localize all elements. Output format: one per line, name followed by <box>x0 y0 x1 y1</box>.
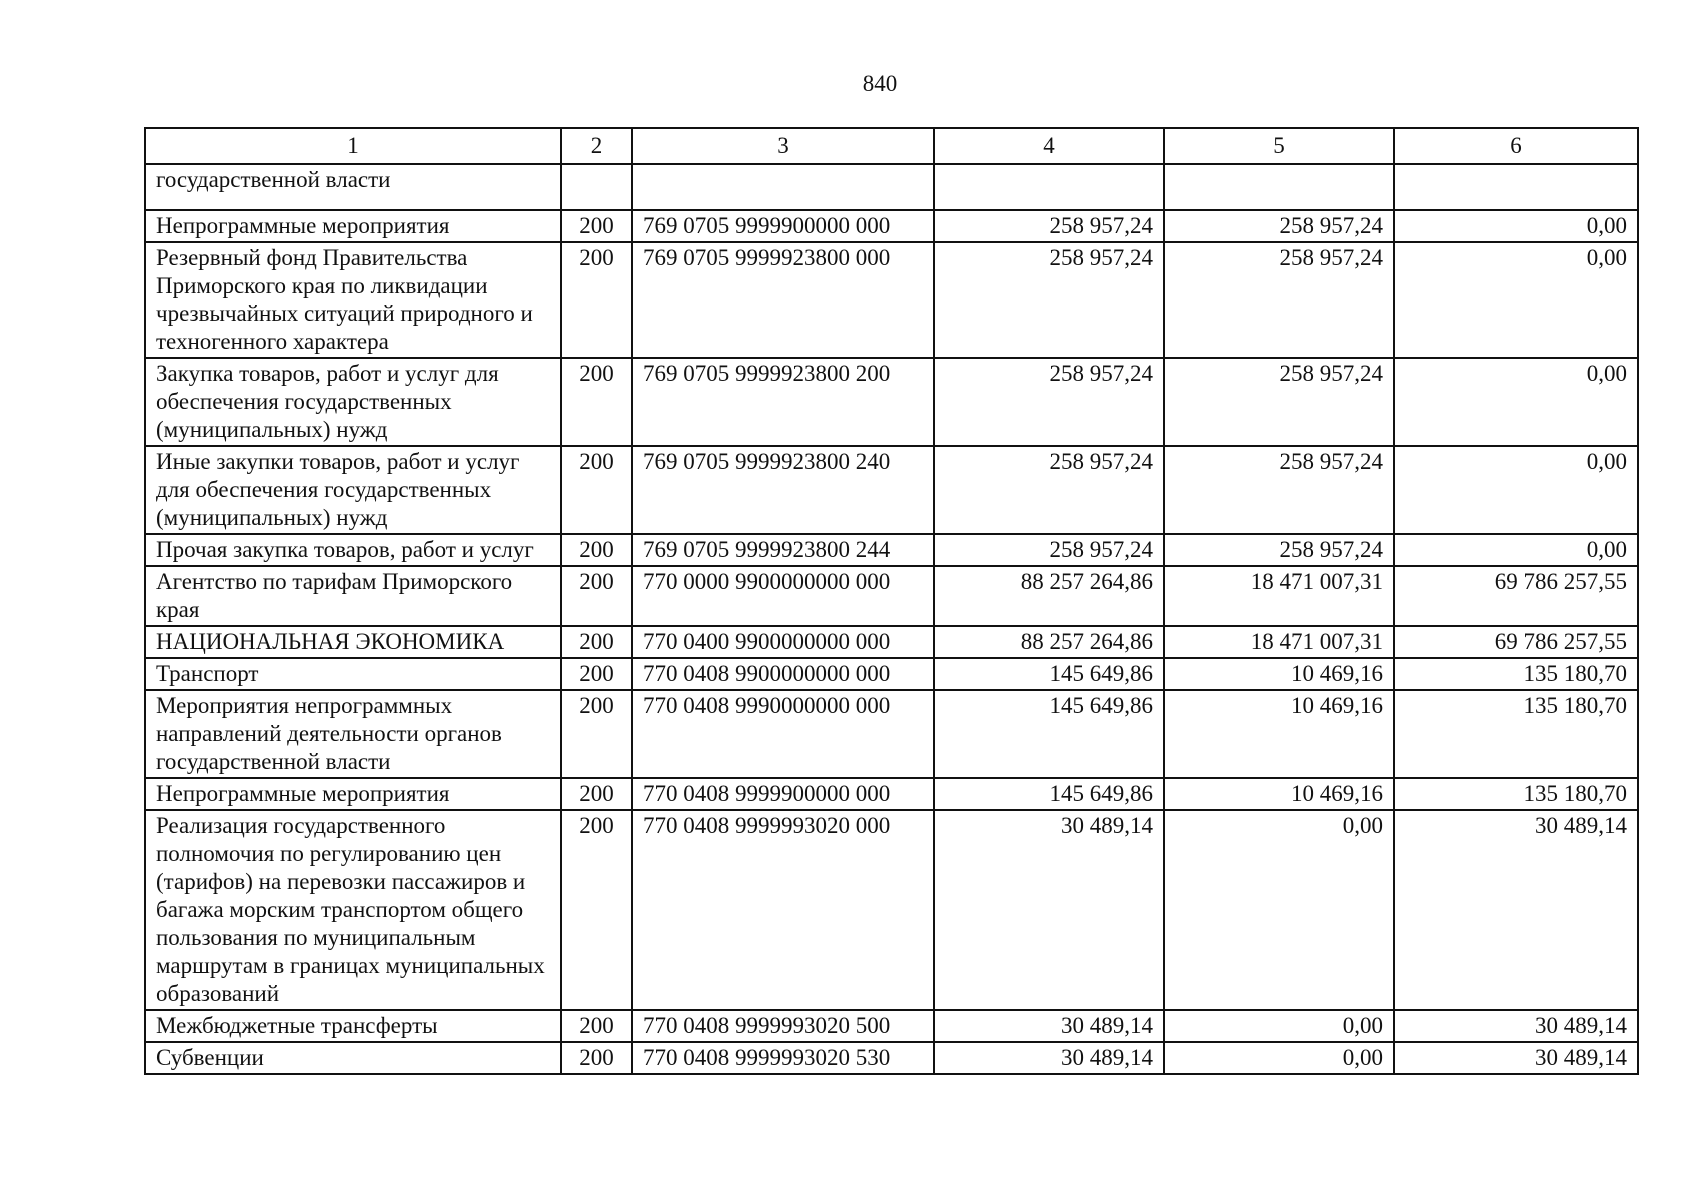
amount-col4-cell: 88 257 264,86 <box>934 626 1164 658</box>
column-header-4: 4 <box>934 128 1164 164</box>
code-cell: 200 <box>561 626 632 658</box>
classifier-code-cell: 770 0408 9999993020 530 <box>632 1042 934 1074</box>
classifier-code-cell: 770 0400 9900000000 000 <box>632 626 934 658</box>
amount-col4-cell: 30 489,14 <box>934 1042 1164 1074</box>
amount-col5-cell: 258 957,24 <box>1164 534 1394 566</box>
item-name-cell: Транспорт <box>145 658 561 690</box>
column-header-1: 1 <box>145 128 561 164</box>
item-name-cell: НАЦИОНАЛЬНАЯ ЭКОНОМИКА <box>145 626 561 658</box>
amount-col5-cell: 0,00 <box>1164 1010 1394 1042</box>
amount-col4-cell: 88 257 264,86 <box>934 566 1164 626</box>
code-cell: 200 <box>561 1010 632 1042</box>
item-name-cell: Прочая закупка товаров, работ и услуг <box>145 534 561 566</box>
code-cell: 200 <box>561 566 632 626</box>
item-name-cell: Закупка товаров, работ и услуг для обеспечения государственных (муниципальных) нужд <box>145 358 561 446</box>
amount-col5-cell: 0,00 <box>1164 810 1394 1010</box>
code-cell: 200 <box>561 242 632 358</box>
item-name-cell: Мероприятия непрограммных направлений деятельности органов государственной власти <box>145 690 561 778</box>
item-name-cell: Непрограммные мероприятия <box>145 210 561 242</box>
table-row <box>145 626 1638 658</box>
amount-col5-cell: 10 469,16 <box>1164 778 1394 810</box>
code-cell: 200 <box>561 1042 632 1074</box>
amount-col6-cell: 135 180,70 <box>1394 778 1638 810</box>
amount-col4-cell: 145 649,86 <box>934 690 1164 778</box>
amount-col4-cell: 258 957,24 <box>934 358 1164 446</box>
amount-col4-cell: 145 649,86 <box>934 778 1164 810</box>
amount-col5-cell: 258 957,24 <box>1164 210 1394 242</box>
code-cell: 200 <box>561 690 632 778</box>
amount-col4-cell: 258 957,24 <box>934 534 1164 566</box>
code-cell: 200 <box>561 358 632 446</box>
amount-col5-cell: 10 469,16 <box>1164 690 1394 778</box>
table-row <box>145 242 1638 358</box>
amount-col6-cell: 0,00 <box>1394 242 1638 358</box>
amount-col6-cell: 30 489,14 <box>1394 810 1638 1010</box>
amount-col5-cell: 258 957,24 <box>1164 358 1394 446</box>
item-name-cell: Агентство по тарифам Приморского края <box>145 566 561 626</box>
amount-col5-cell: 10 469,16 <box>1164 658 1394 690</box>
code-cell: 200 <box>561 534 632 566</box>
amount-col5-cell: 258 957,24 <box>1164 242 1394 358</box>
amount-col6-cell: 0,00 <box>1394 446 1638 534</box>
item-name-cell: Резервный фонд Правительства Приморского края по ликвидации чрезвычайных ситуаций природного и техногенного характера <box>145 242 561 358</box>
classifier-code-cell: 770 0408 9999993020 000 <box>632 810 934 1010</box>
amount-col5-cell: 18 471 007,31 <box>1164 566 1394 626</box>
classifier-code-cell: 769 0705 9999923800 200 <box>632 358 934 446</box>
code-cell: 200 <box>561 658 632 690</box>
table-row <box>145 534 1638 566</box>
amount-col5-cell: 0,00 <box>1164 1042 1394 1074</box>
amount-col6-cell <box>1394 164 1638 210</box>
table-row <box>145 164 1638 210</box>
amount-col6-cell: 69 786 257,55 <box>1394 566 1638 626</box>
column-header-3: 3 <box>632 128 934 164</box>
amount-col6-cell: 30 489,14 <box>1394 1010 1638 1042</box>
amount-col4-cell: 258 957,24 <box>934 210 1164 242</box>
amount-col5-cell <box>1164 164 1394 210</box>
amount-col6-cell: 0,00 <box>1394 534 1638 566</box>
item-name-cell: Межбюджетные трансферты <box>145 1010 561 1042</box>
amount-col4-cell: 30 489,14 <box>934 810 1164 1010</box>
amount-col4-cell <box>934 164 1164 210</box>
amount-col4-cell: 30 489,14 <box>934 1010 1164 1042</box>
table-row <box>145 810 1638 1010</box>
classifier-code-cell: 770 0408 9999900000 000 <box>632 778 934 810</box>
amount-col6-cell: 135 180,70 <box>1394 690 1638 778</box>
amount-col5-cell: 258 957,24 <box>1164 446 1394 534</box>
item-name-cell: Субвенции <box>145 1042 561 1074</box>
amount-col4-cell: 258 957,24 <box>934 446 1164 534</box>
table-row <box>145 778 1638 810</box>
budget-table <box>144 127 1639 1075</box>
table-row <box>145 690 1638 778</box>
amount-col6-cell: 69 786 257,55 <box>1394 626 1638 658</box>
amount-col6-cell: 30 489,14 <box>1394 1042 1638 1074</box>
amount-col4-cell: 258 957,24 <box>934 242 1164 358</box>
classifier-code-cell: 770 0408 9990000000 000 <box>632 690 934 778</box>
code-cell: 200 <box>561 778 632 810</box>
amount-col6-cell: 135 180,70 <box>1394 658 1638 690</box>
item-name-cell: Непрограммные мероприятия <box>145 778 561 810</box>
classifier-code-cell: 769 0705 9999900000 000 <box>632 210 934 242</box>
header-row <box>145 128 1638 164</box>
table-row <box>145 210 1638 242</box>
table-row <box>145 1042 1638 1074</box>
column-header-5: 5 <box>1164 128 1394 164</box>
amount-col4-cell: 145 649,86 <box>934 658 1164 690</box>
code-cell: 200 <box>561 810 632 1010</box>
item-name-cell: государственной власти <box>145 164 561 210</box>
classifier-code-cell: 770 0000 9900000000 000 <box>632 566 934 626</box>
amount-col6-cell: 0,00 <box>1394 210 1638 242</box>
amount-col5-cell: 18 471 007,31 <box>1164 626 1394 658</box>
code-cell: 200 <box>561 210 632 242</box>
amount-col6-cell: 0,00 <box>1394 358 1638 446</box>
classifier-code-cell: 770 0408 9900000000 000 <box>632 658 934 690</box>
table-row <box>145 446 1638 534</box>
table-row <box>145 358 1638 446</box>
column-header-2: 2 <box>561 128 632 164</box>
code-cell: 200 <box>561 446 632 534</box>
classifier-code-cell: 769 0705 9999923800 244 <box>632 534 934 566</box>
column-header-6: 6 <box>1394 128 1638 164</box>
table-row <box>145 1010 1638 1042</box>
classifier-code-cell: 770 0408 9999993020 500 <box>632 1010 934 1042</box>
classifier-code-cell <box>632 164 934 210</box>
code-cell <box>561 164 632 210</box>
item-name-cell: Реализация государственного полномочия по регулированию цен (тарифов) на перевозки пассажиров и багажа морским транспортом общего пользования по муниципальным маршрутам в границах муниципальных образований <box>145 810 561 1010</box>
classifier-code-cell: 769 0705 9999923800 000 <box>632 242 934 358</box>
item-name-cell: Иные закупки товаров, работ и услуг для обеспечения государственных (муниципальных) нужд <box>145 446 561 534</box>
table-row <box>145 658 1638 690</box>
page-number: 840 <box>862 71 898 96</box>
table-body <box>145 164 1638 1074</box>
classifier-code-cell: 769 0705 9999923800 240 <box>632 446 934 534</box>
table-row <box>145 566 1638 626</box>
